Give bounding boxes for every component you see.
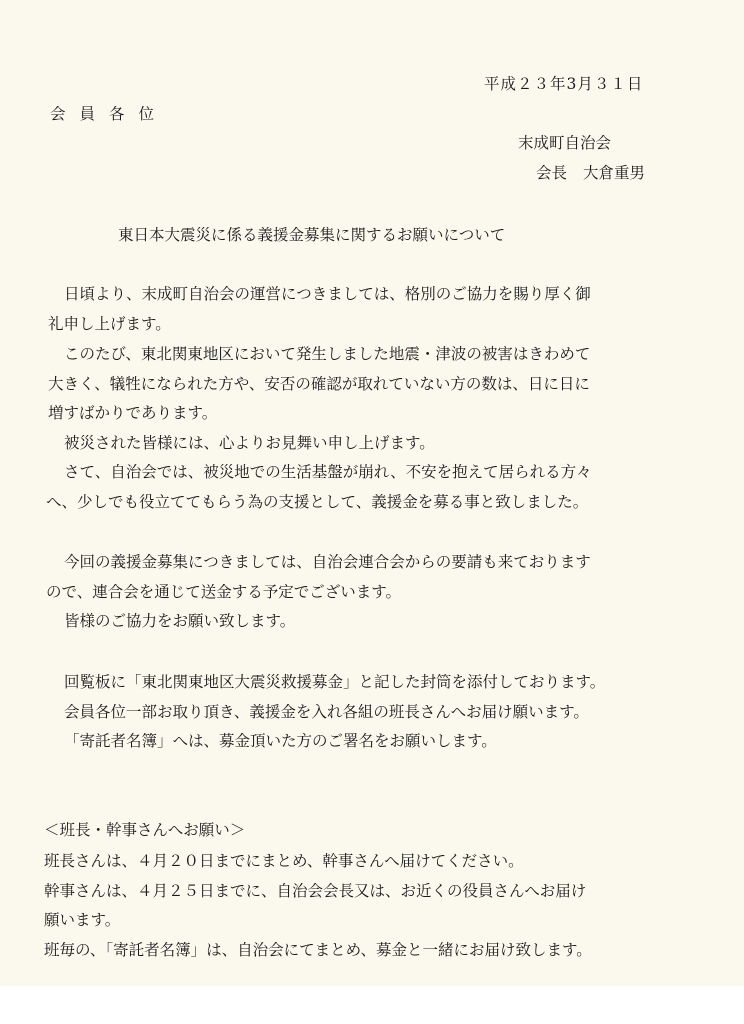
body-line: ので、連合会を通じて送金する予定でございます。 [46,583,401,601]
body-line: 「寄託者名簿」へは、募金頂いた方のご署名をお願いします。 [64,732,497,750]
body-line: このたび、東北関東地区において発生しました地震・津波の被害はきわめて [64,345,591,363]
body-line: へ、少しでも役立ててもらう為の支援として、義援金を募る事と致しました。 [46,493,589,511]
body-line: さて、自治会では、被災地での生活基盤が崩れ、不安を抱えて居られる方々 [64,463,592,481]
sender-president [536,163,645,183]
document-subject: 東日本大震災に係る義援金募集に関するお願いについて [118,226,506,244]
notes-heading: ＜班長・幹事さんへお願い＞ [44,821,246,839]
salutation: 会員各位 [50,105,169,123]
body-line: 皆様のご協力をお願い致します。 [64,612,296,630]
body-line: 日頃より、末成町自治会の運営につきましては、格別のご協力を賜り厚く御 [64,285,591,303]
scan-margin [0,986,744,1024]
note-line: 班毎の、「寄託者名簿」は、自治会にてまとめ、募金と一緒にお届け致します。 [44,941,592,959]
note-line: 幹事さんは、４月２５日までに、自治会会長又は、お近くの役員さんへお届け [44,882,587,900]
body-line: 回覧板に「東北関東地区大震災救援募金」と記した封筒を添付しております。 [64,673,606,691]
body-line: 会員各位一部お取り頂き、義援金を入れ各組の班長さんへお届け願います。 [64,703,589,721]
body-line: 大きく、犠牲になられた方や、安否の確認が取れていない方の数は、日に日に [48,375,590,393]
president-role: 会長 [536,164,568,182]
note-line: 願います。 [44,911,121,929]
document-date: 平成２３年3月３１日 [484,75,644,93]
sender-organization: 末成町自治会 [518,134,612,152]
body-line: 増すばかりであります。 [48,404,218,422]
president-name: 大倉重男 [583,164,646,182]
body-line: 礼申し上げます。 [48,315,171,333]
body-line: 被災された皆様には、心よりお見舞い申し上げます。 [64,434,435,452]
note-line: 班長さんは、４月２０日までにまとめ、幹事さんへ届けてください。 [44,852,524,870]
body-line: 今回の義援金募集につきましては、自治会連合会からの要請も来ております [64,553,591,571]
